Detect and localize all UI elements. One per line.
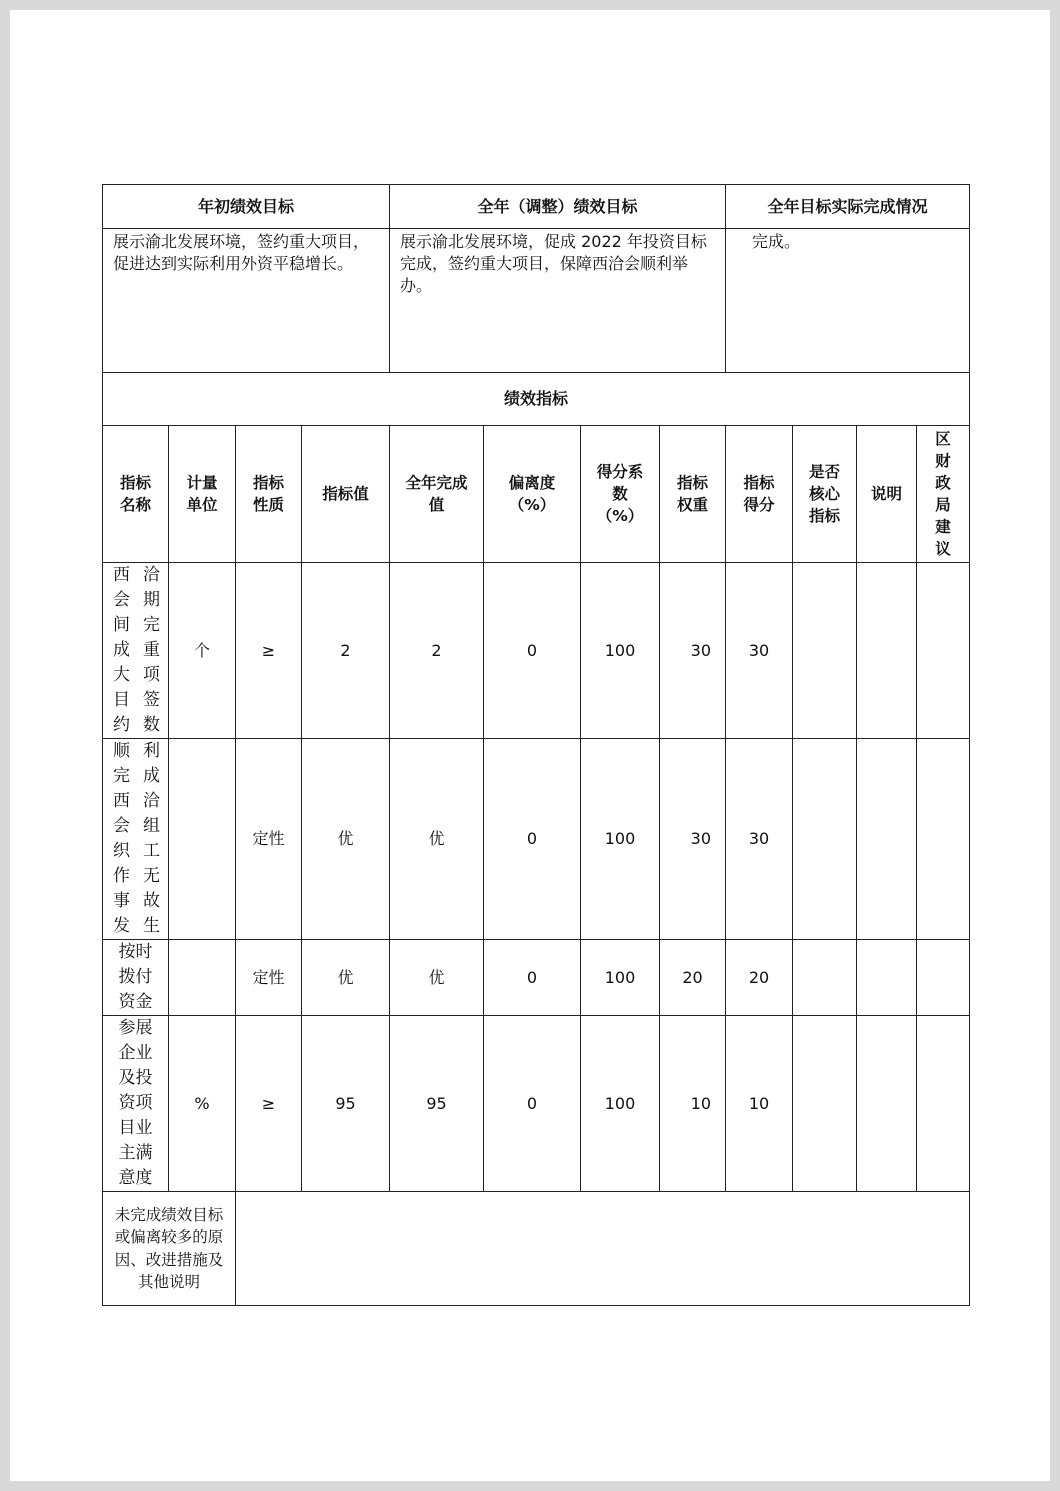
- header-completion: 全年目标实际完成情况: [726, 185, 970, 229]
- deviation-cell: 0: [484, 563, 581, 739]
- col-target-value: 指标值: [302, 426, 390, 563]
- target-cell: 优: [302, 940, 390, 1016]
- core-cell: [793, 739, 857, 940]
- header-initial-goal: 年初绩效目标: [103, 185, 390, 229]
- advice-cell: [917, 739, 970, 940]
- table-row: [103, 940, 970, 1016]
- score-cell: 20: [726, 940, 793, 1016]
- col-finance-advice: 区财政局建议: [917, 426, 970, 563]
- column-header-row: [103, 426, 970, 563]
- weight-cell: 30: [660, 739, 726, 940]
- nature-cell: ≥: [236, 563, 302, 739]
- header-adjusted-goal: 全年（调整）绩效目标: [390, 185, 726, 229]
- note-cell: [857, 940, 917, 1016]
- target-cell: 2: [302, 563, 390, 739]
- note-cell: [857, 1016, 917, 1192]
- actual-cell: 优: [390, 739, 484, 940]
- weight-cell: 30: [660, 563, 726, 739]
- nature-cell: 定性: [236, 739, 302, 940]
- indicator-name: 顺利完成西洽会组织工作无事故发生: [103, 739, 169, 940]
- col-unit: 计量单位: [169, 426, 236, 563]
- score-cell: 30: [726, 563, 793, 739]
- unit-cell: [169, 739, 236, 940]
- advice-cell: [917, 940, 970, 1016]
- col-score-coef: 得分系数（%）: [581, 426, 660, 563]
- col-core-indicator: 是否核心指标: [793, 426, 857, 563]
- nature-cell: ≥: [236, 1016, 302, 1192]
- table-row: [103, 1016, 970, 1192]
- deviation-cell: 0: [484, 739, 581, 940]
- nature-cell: 定性: [236, 940, 302, 1016]
- unit-cell: 个: [169, 563, 236, 739]
- coef-cell: 100: [581, 1016, 660, 1192]
- col-indicator-name: 指标名称: [103, 426, 169, 563]
- coef-cell: 100: [581, 563, 660, 739]
- indicator-name: 参展企业及投资项目业主满意度: [103, 1016, 169, 1192]
- col-deviation: 偏离度（%）: [484, 426, 581, 563]
- footer-row: [103, 1192, 970, 1306]
- note-cell: [857, 563, 917, 739]
- coef-cell: 100: [581, 739, 660, 940]
- note-cell: [857, 739, 917, 940]
- core-cell: [793, 563, 857, 739]
- performance-table: [102, 184, 970, 1306]
- target-cell: 95: [302, 1016, 390, 1192]
- initial-goal-text: 展示渝北发展环境，签约重大项目，促进达到实际利用外资平稳增长。: [103, 229, 390, 373]
- deviation-cell: 0: [484, 1016, 581, 1192]
- table-row: [103, 739, 970, 940]
- footer-content: [236, 1192, 970, 1306]
- coef-cell: 100: [581, 940, 660, 1016]
- adjusted-goal-text: 展示渝北发展环境，促成 2022 年投资目标完成，签约重大项目，保障西洽会顺利举办。: [390, 229, 726, 373]
- document-page: [10, 10, 1050, 1481]
- score-cell: 10: [726, 1016, 793, 1192]
- weight-cell: 20: [660, 940, 726, 1016]
- col-actual-value: 全年完成值: [390, 426, 484, 563]
- completion-text: 完成。: [726, 229, 970, 373]
- table-row: [103, 563, 970, 739]
- target-cell: 优: [302, 739, 390, 940]
- unit-cell: %: [169, 1016, 236, 1192]
- col-note: 说明: [857, 426, 917, 563]
- weight-cell: 10: [660, 1016, 726, 1192]
- footer-label: 未完成绩效目标或偏离较多的原因、改进措施及其他说明: [103, 1192, 236, 1306]
- indicator-name: 西洽会期间完成重大项目签约数: [103, 563, 169, 739]
- core-cell: [793, 940, 857, 1016]
- deviation-cell: 0: [484, 940, 581, 1016]
- col-weight: 指标权重: [660, 426, 726, 563]
- col-score: 指标得分: [726, 426, 793, 563]
- actual-cell: 优: [390, 940, 484, 1016]
- score-cell: 30: [726, 739, 793, 940]
- indicator-name: 按时拨付资金: [103, 940, 169, 1016]
- advice-cell: [917, 1016, 970, 1192]
- col-nature: 指标性质: [236, 426, 302, 563]
- core-cell: [793, 1016, 857, 1192]
- section-title: 绩效指标: [103, 373, 970, 426]
- unit-cell: [169, 940, 236, 1016]
- actual-cell: 95: [390, 1016, 484, 1192]
- advice-cell: [917, 563, 970, 739]
- actual-cell: 2: [390, 563, 484, 739]
